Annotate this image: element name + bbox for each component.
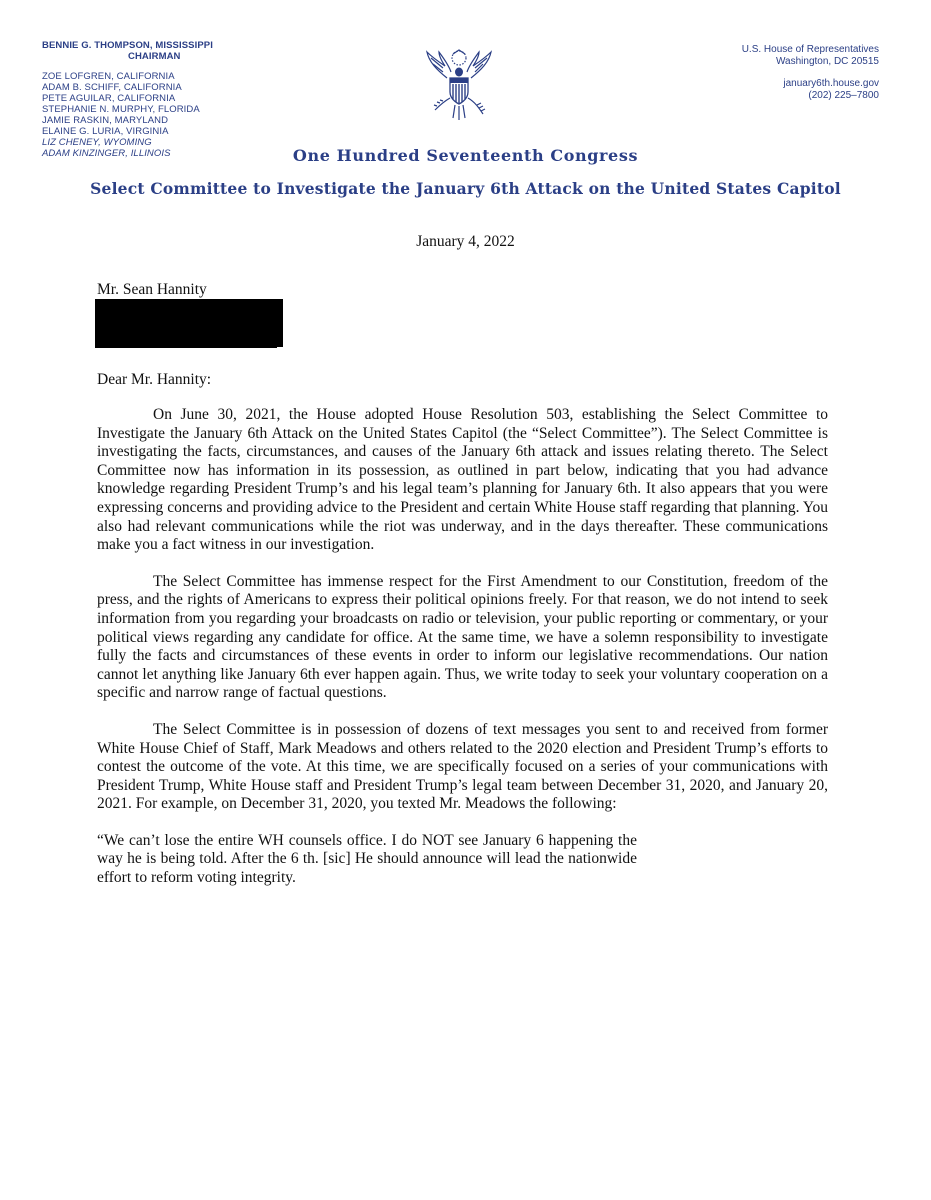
redaction-block bbox=[95, 320, 277, 348]
paragraph: The Select Committee is in possession of dozens of text messages you sent to and received from former White House Chief of Staff, Mark Meadows and others related to the 2020 election and President Trump’s efforts to contest the outcome of the vote. At this time, we are specifically focused on a series of your communications with President Trump, White House staff and President Trump’s legal team between December 31, 2020, and January 20, 2021. For example, on December 31, 2020, you texted Mr. Meadows the following: bbox=[97, 720, 828, 813]
paragraph: On June 30, 2021, the House adopted House Resolution 503, establishing the Select Committee to Investigate the January 6th Attack on the United States Capitol (the “Select Committee”). The Select Committee is investigating the facts, circumstances, and causes of the January 6th attack and issues relating thereto. The Select Committee now has information in its possession, as outlined in part below, indicating that you had advance knowledge regarding President Trump’s and his legal team’s planning for January 6th. It also appears that you were expressing concerns and providing advice to the President and certain White House staff regarding that planning. You also had relevant communications while the riot was underway, and in the days thereafter. These communications make you a fact witness in our investigation. bbox=[97, 406, 828, 554]
phone-number: (202) 225–7800 bbox=[808, 89, 879, 101]
address-line1: U.S. House of Representatives bbox=[741, 44, 879, 55]
committee-heading: Select Committee to Investigate the January 6th Attack on the United States Capitol bbox=[90, 179, 841, 198]
chairman-name: BENNIE G. THOMPSON, MISSISSIPPI bbox=[42, 40, 213, 51]
congress-heading: One Hundred Seventeenth Congress bbox=[292, 146, 639, 165]
member: ADAM B. SCHIFF, CALIFORNIA bbox=[42, 82, 182, 93]
address-block bbox=[639, 44, 879, 101]
chairman-title: CHAIRMAN bbox=[128, 51, 181, 62]
quoted-text-message: “We can’t lose the entire WH counsels office. I do NOT see January 6 happening the way he is being told. After the 6 th. [sic] He should announce will lead the nationwide effort to reform voting integrity. bbox=[97, 831, 637, 887]
committee-members bbox=[42, 40, 272, 159]
recipient-name: Mr. Sean Hannity bbox=[97, 281, 207, 298]
member: ZOE LOFGREN, CALIFORNIA bbox=[42, 71, 175, 82]
letter-date: January 4, 2022 bbox=[416, 233, 515, 250]
member: ELAINE G. LURIA, VIRGINIA bbox=[42, 126, 169, 137]
us-great-seal-icon bbox=[423, 48, 495, 124]
address-line2: Washington, DC 20515 bbox=[775, 55, 879, 67]
website-link[interactable]: january6th.house.gov bbox=[783, 78, 879, 89]
member-minority: ADAM KINZINGER, ILLINOIS bbox=[42, 148, 171, 159]
member: STEPHANIE N. MURPHY, FLORIDA bbox=[42, 104, 200, 115]
member: JAMIE RASKIN, MARYLAND bbox=[42, 115, 169, 126]
member-minority: LIZ CHENEY, WYOMING bbox=[42, 137, 152, 148]
member: PETE AGUILAR, CALIFORNIA bbox=[42, 93, 176, 104]
paragraph: The Select Committee has immense respect for the First Amendment to our Constitution, freedom of the press, and the rights of Americans to express their political opinions freely. For that reason, we do not intend to seek information from you regarding your broadcasts on radio or television, your public reporting or commentary, or your political views regarding any candidate for office. At the same time, we have a solemn responsibility to investigate fully the facts and circumstances of these events in order to inform our legislative recommendations. Our nation cannot let anything like January 6th ever happen again. Thus, we write today to seek your voluntary cooperation on a specific and narrow range of factual questions. bbox=[97, 572, 828, 702]
letter-body bbox=[97, 406, 828, 906]
salutation: Dear Mr. Hannity: bbox=[97, 371, 212, 388]
